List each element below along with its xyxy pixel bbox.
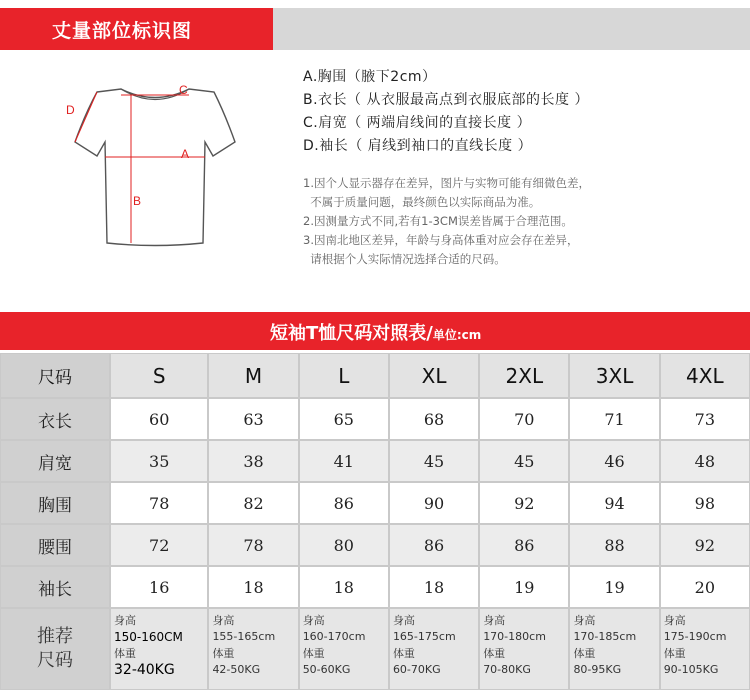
size-table	[0, 353, 750, 690]
height-range: 165-175cm	[392, 630, 456, 643]
table-cell: 86	[389, 524, 479, 566]
weight-label: 体重	[212, 647, 235, 660]
row-label: 衣长	[0, 398, 110, 440]
recommend-cell	[569, 608, 659, 690]
recommend-label-line1: 推荐	[37, 626, 73, 647]
table-cell: 78	[208, 524, 298, 566]
table-cell: 86	[299, 482, 389, 524]
table-cell: 70	[479, 398, 569, 440]
size-header-row	[0, 353, 750, 398]
table-row-shoulder	[0, 440, 750, 482]
recommend-cell	[208, 608, 298, 690]
table-cell: 78	[110, 482, 208, 524]
height-label: 身高	[663, 614, 686, 627]
note-line: 3.因南北地区差异，年龄与身高体重对应会存在差异，	[303, 233, 579, 247]
height-range: 175-190cm	[663, 630, 727, 643]
tshirt-outline	[75, 89, 235, 246]
weight-label: 体重	[114, 647, 136, 660]
table-cell: 94	[569, 482, 659, 524]
table-cell: 18	[389, 566, 479, 608]
table-cell: 19	[479, 566, 569, 608]
height-label: 身高	[302, 614, 325, 627]
measurement-legend	[303, 66, 589, 158]
row-label: 腰围	[0, 524, 110, 566]
recommend-label	[0, 608, 110, 690]
label-d: D	[66, 103, 75, 117]
table-row-length	[0, 398, 750, 440]
weight-range: 90-105KG	[663, 663, 719, 676]
table-cell: 46	[569, 440, 659, 482]
label-c: C	[179, 83, 188, 97]
row-label: 肩宽	[0, 440, 110, 482]
height-range: 170-180cm	[483, 630, 546, 643]
size-header-label: 尺码	[0, 353, 110, 398]
recommend-cell	[299, 608, 389, 690]
note-line: 不属于质量问题，最终颜色以实际商品为准。	[303, 195, 541, 209]
row-label: 胸围	[0, 482, 110, 524]
weight-range: 42-50KG	[212, 663, 261, 676]
height-label: 身高	[212, 614, 235, 627]
table-cell: 80	[299, 524, 389, 566]
table-cell: 98	[660, 482, 750, 524]
height-range: 150-160CM	[114, 630, 183, 644]
note-line: 2.因测量方式不同,若有1-3CM误差皆属于合理范围。	[303, 214, 573, 228]
label-a: A	[181, 147, 190, 161]
height-range: 170-185cm	[573, 630, 637, 643]
weight-label: 体重	[392, 647, 415, 660]
weight-label: 体重	[302, 647, 325, 660]
note-line: 请根据个人实际情况选择合适的尺码。	[303, 252, 506, 266]
height-label: 身高	[392, 614, 415, 627]
table-cell: 41	[299, 440, 389, 482]
page-title: 丈量部位标识图	[52, 20, 193, 42]
table-cell: 63	[208, 398, 298, 440]
table-cell: 38	[208, 440, 298, 482]
height-label: 身高	[483, 614, 506, 627]
table-cell: 86	[479, 524, 569, 566]
size-m: M	[208, 353, 298, 398]
table-cell: 90	[389, 482, 479, 524]
table-cell: 20	[660, 566, 750, 608]
height-label: 身高	[573, 614, 596, 627]
weight-range: 60-70KG	[392, 663, 441, 676]
size-chart-title-main: 短袖T恤尺码对照表/	[270, 323, 433, 344]
legend-item-a: A.胸围（腋下2cm）	[303, 69, 437, 85]
weight-label: 体重	[663, 647, 686, 660]
title-box	[0, 8, 273, 50]
table-cell: 16	[110, 566, 208, 608]
label-b: B	[133, 194, 142, 208]
table-cell: 71	[569, 398, 659, 440]
table-cell: 18	[299, 566, 389, 608]
table-cell: 68	[389, 398, 479, 440]
table-cell: 92	[479, 482, 569, 524]
note-line: 1.因个人显示器存在差异，图片与实物可能有细微色差，	[303, 176, 590, 190]
table-cell: 48	[660, 440, 750, 482]
recommend-cell	[110, 608, 208, 690]
recommend-label-line2: 尺码	[37, 650, 73, 671]
size-chart-title-bar	[0, 312, 750, 350]
size-s: S	[110, 353, 208, 398]
size-l: L	[299, 353, 389, 398]
weight-label: 体重	[483, 647, 506, 660]
table-cell: 72	[110, 524, 208, 566]
row-label: 袖长	[0, 566, 110, 608]
table-cell: 82	[208, 482, 298, 524]
size-4xl: 4XL	[660, 353, 750, 398]
weight-range: 50-60KG	[302, 663, 351, 676]
table-cell: 35	[110, 440, 208, 482]
table-cell: 73	[660, 398, 750, 440]
weight-range: 80-95KG	[573, 663, 622, 676]
table-row-waist	[0, 524, 750, 566]
table-cell: 92	[660, 524, 750, 566]
table-cell: 88	[569, 524, 659, 566]
weight-range: 32-40KG	[114, 662, 175, 678]
size-3xl: 3XL	[569, 353, 659, 398]
table-cell: 65	[299, 398, 389, 440]
size-chart-unit: 单位:cm	[432, 328, 482, 342]
recommend-cell	[389, 608, 479, 690]
weight-label: 体重	[573, 647, 596, 660]
header-bar	[0, 8, 750, 50]
notes	[303, 174, 590, 269]
height-range: 155-165cm	[212, 630, 276, 643]
table-cell: 60	[110, 398, 208, 440]
table-cell: 45	[479, 440, 569, 482]
table-cell: 18	[208, 566, 298, 608]
legend-item-d: D.袖长（ 肩线到袖口的直线长度 ）	[303, 138, 533, 154]
table-row-chest	[0, 482, 750, 524]
recommend-cell	[479, 608, 569, 690]
size-chart-title	[270, 319, 481, 345]
table-cell: 19	[569, 566, 659, 608]
size-xl: XL	[389, 353, 479, 398]
tshirt-diagram	[55, 62, 255, 262]
height-range: 160-170cm	[302, 630, 366, 643]
table-row-recommend	[0, 608, 750, 690]
size-2xl: 2XL	[479, 353, 569, 398]
weight-range: 70-80KG	[483, 663, 531, 676]
table-row-sleeve	[0, 566, 750, 608]
legend-item-c: C.肩宽（ 两端肩线间的直接长度 ）	[303, 115, 532, 131]
legend-item-b: B.衣长（ 从衣服最高点到衣服底部的长度 ）	[303, 92, 589, 108]
recommend-cell	[660, 608, 750, 690]
table-cell: 45	[389, 440, 479, 482]
height-label: 身高	[114, 614, 136, 627]
